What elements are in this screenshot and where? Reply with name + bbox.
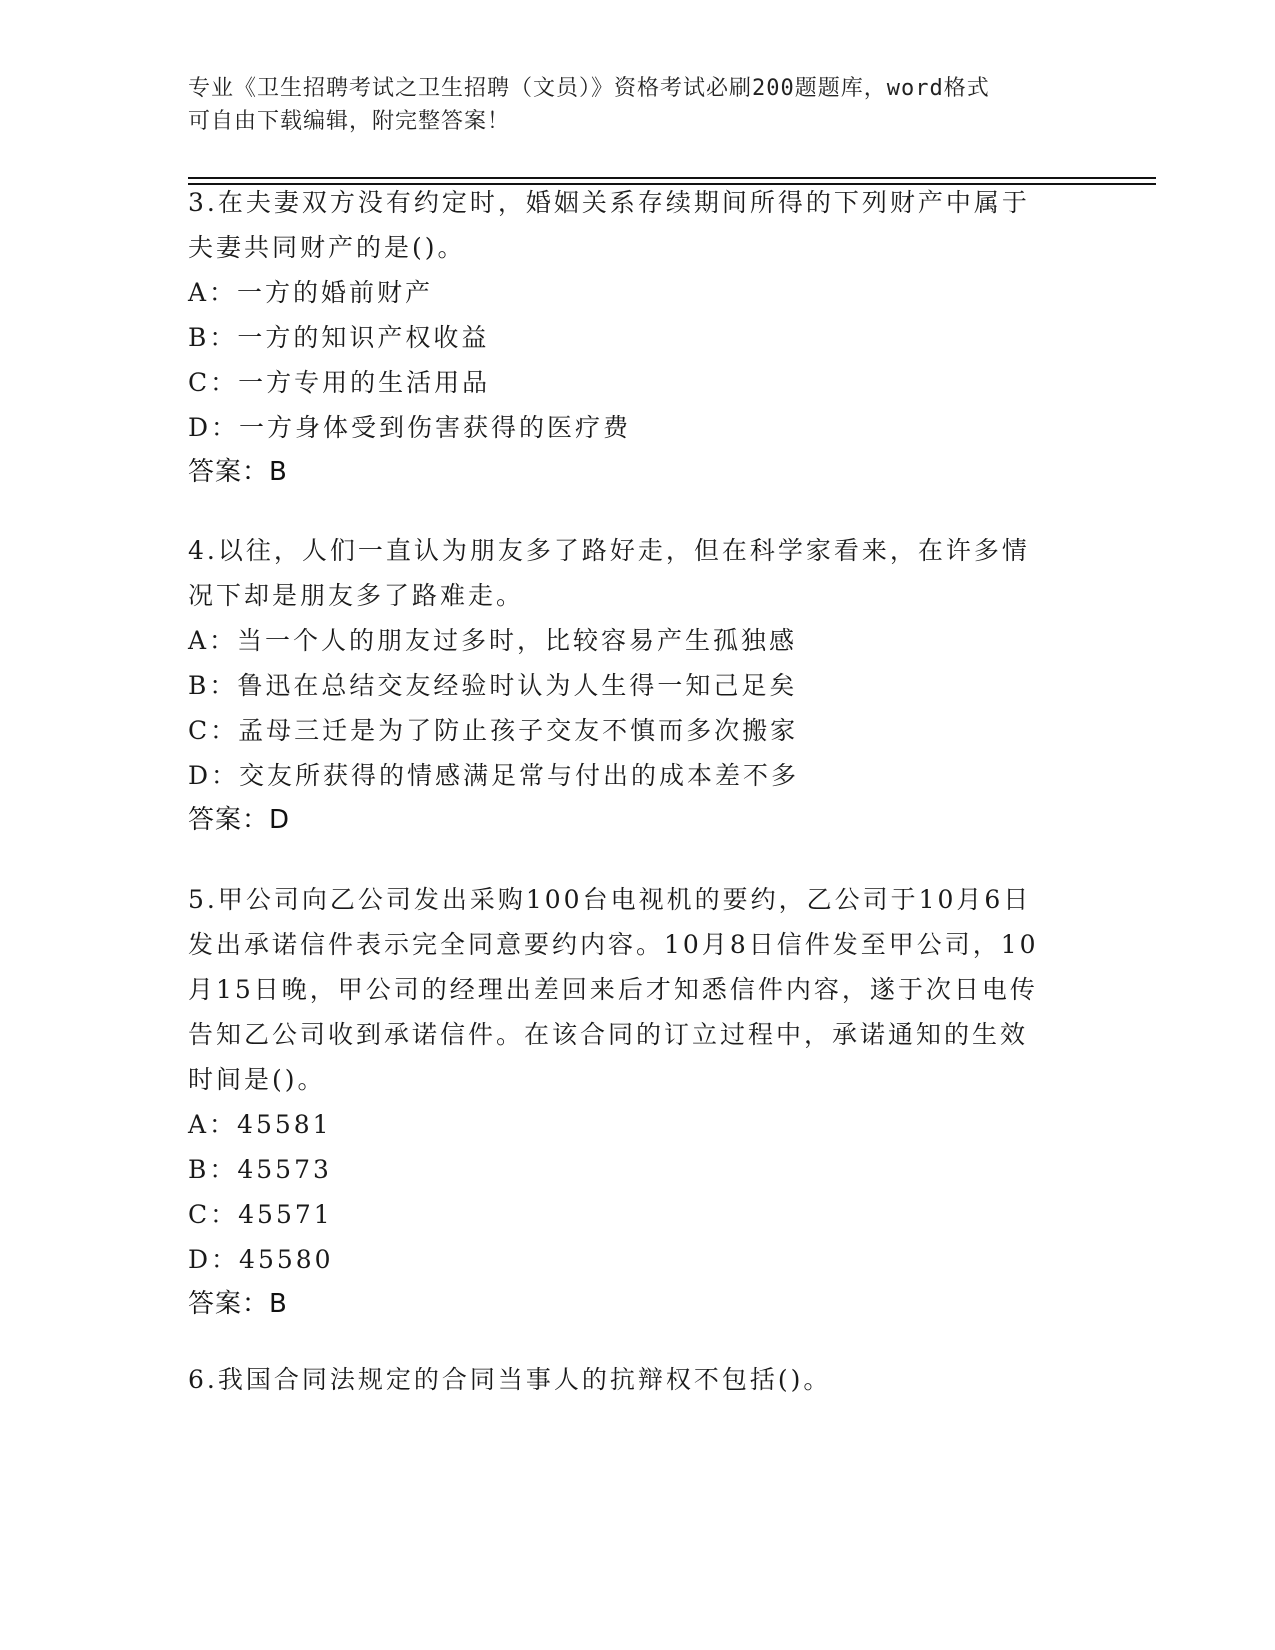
- question-stem-line: 发出承诺信件表示完全同意要约内容。10月8日信件发至甲公司，10: [188, 930, 1039, 959]
- question-stem-line: 4.以往，人们一直认为朋友多了路好走，但在科学家看来，在许多情: [188, 536, 1030, 565]
- option-c: C：一方专用的生活用品: [188, 368, 491, 397]
- question-stem-line: 6.我国合同法规定的合同当事人的抗辩权不包括()。: [188, 1365, 832, 1394]
- question-stem-line: 3.在夫妻双方没有约定时，婚姻关系存续期间所得的下列财产中属于: [188, 188, 1030, 217]
- answer-label: 答案：B: [188, 457, 288, 487]
- question-3: [188, 180, 1068, 495]
- option-a: A：45581: [188, 1110, 332, 1139]
- header-line-2: 可自由下载编辑，附完整答案！: [188, 109, 511, 134]
- option-c: C：孟母三迁是为了防止孩子交友不慎而多次搬家: [188, 716, 799, 745]
- option-b: B：45573: [188, 1155, 332, 1184]
- option-c: C：45571: [188, 1200, 333, 1229]
- question-5: [188, 877, 1068, 1327]
- question-stem-line: 告知乙公司收到承诺信件。在该合同的订立过程中，承诺通知的生效: [188, 1020, 1029, 1049]
- option-d: D：45580: [188, 1245, 334, 1274]
- option-d: D：交友所获得的情感满足常与付出的成本差不多: [188, 761, 800, 790]
- option-b: B：鲁迅在总结交友经验时认为人生得一知己足矣: [188, 671, 798, 700]
- question-4: [188, 528, 1068, 843]
- question-stem-line: 时间是()。: [188, 1065, 326, 1094]
- question-6: [188, 1357, 1068, 1402]
- question-stem-line: 5.甲公司向乙公司发出采购100台电视机的要约，乙公司于10月6日: [188, 885, 1032, 914]
- header-line-1: 专业《卫生招聘考试之卫生招聘（文员）》资格考试必刷200题题库，word格式: [188, 76, 990, 101]
- option-a: A：当一个人的朋友过多时，比较容易产生孤独感: [188, 626, 798, 655]
- question-stem-line: 月15日晚，甲公司的经理出差回来后才知悉信件内容，遂于次日电传: [188, 975, 1038, 1004]
- option-d: D：一方身体受到伤害获得的医疗费: [188, 413, 632, 442]
- option-b: B：一方的知识产权收益: [188, 323, 490, 352]
- question-stem-line: 夫妻共同财产的是()。: [188, 233, 466, 262]
- question-stem-line: 况下却是朋友多了路难走。: [188, 581, 525, 610]
- answer-label: 答案：D: [188, 805, 291, 835]
- answer-label: 答案：B: [188, 1289, 288, 1319]
- document-header: [188, 72, 1068, 138]
- header-divider-top: [188, 177, 1156, 179]
- option-a: A：一方的婚前财产: [188, 278, 434, 307]
